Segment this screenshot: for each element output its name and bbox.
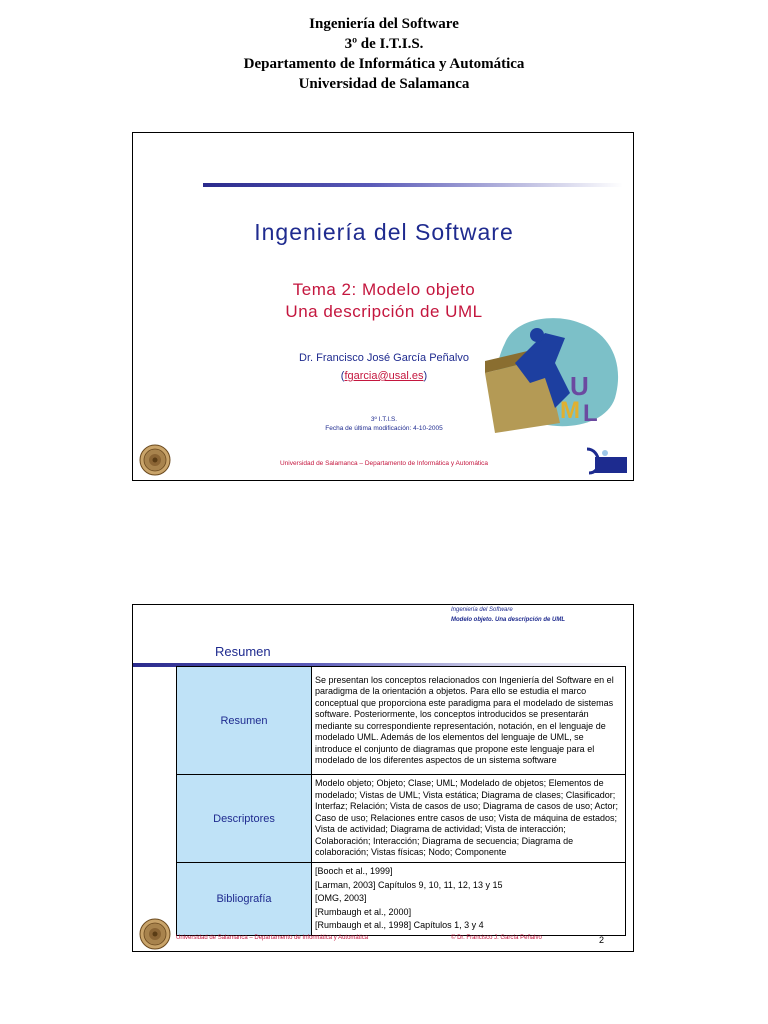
bibliography-item: [Booch et al., 1999] bbox=[315, 866, 393, 877]
header-line-4: Universidad de Salamanca bbox=[298, 76, 470, 92]
summary-slide bbox=[132, 604, 634, 952]
row-text: Se presentan los conceptos relacionados con Ingeniería del Software en el paradigma de la orientación a objetos. Para ello se estudia el marco conceptual que proporciona este paradigma para el modelado de sistemas software. Posteriormente, los conceptos introducidos se presentarán mediante su correspondiente representación, notación, en el lenguaje de modelado UML. Además de los elementos del lenguaje de UML, se introduce el conjunto de diagramas que propone este lenguaje para el modelado de los diferentes aspectos de un sistema software bbox=[312, 667, 626, 775]
modification-date: Fecha de última modificación: 4-10-2005 bbox=[325, 425, 443, 432]
title-slide bbox=[132, 132, 634, 481]
svg-text:U: U bbox=[570, 371, 589, 401]
slide-header-topic: Modelo objeto. Una descripción de UML bbox=[451, 617, 566, 623]
slide-subtitle-2: Una descripción de UML bbox=[285, 302, 483, 321]
row-label: Descriptores bbox=[177, 775, 312, 863]
course-label: 3º I.T.I.S. bbox=[370, 416, 398, 423]
bibliography-item: [Rumbaugh et al., 2000] bbox=[315, 906, 412, 917]
row-label: Resumen bbox=[177, 667, 312, 775]
university-seal-icon bbox=[139, 918, 171, 950]
slide-title: Resumen bbox=[215, 644, 271, 659]
university-seal-icon bbox=[139, 444, 171, 476]
slide-title: Ingeniería del Software bbox=[254, 219, 514, 245]
gradient-bar bbox=[203, 183, 623, 187]
slide-footer: Universidad de Salamanca – Departamento de Informática y Automática bbox=[176, 935, 369, 941]
header-line-1: Ingeniería del Software bbox=[309, 16, 459, 32]
slide-subtitle-1: Tema 2: Modelo objeto bbox=[292, 280, 476, 299]
slide-footer: Universidad de Salamanca – Departamento de Informática y Automática bbox=[279, 460, 489, 467]
email-close-paren: ) bbox=[423, 370, 428, 382]
svg-text:M: M bbox=[560, 397, 580, 424]
slide-header-course: Ingeniería del Software bbox=[451, 607, 513, 613]
row-label: Bibliografía bbox=[177, 863, 312, 936]
page-header bbox=[0, 14, 768, 94]
department-logo-icon bbox=[585, 445, 629, 477]
author-name: Dr. Francisco José García Peñalvo bbox=[299, 352, 469, 364]
header-line-3: Departamento de Informática y Automática bbox=[243, 56, 525, 72]
email-link[interactable]: fgarcia@usal.es bbox=[344, 370, 424, 382]
header-line-2: 3º de I.T.I.S. bbox=[344, 36, 424, 52]
row-text: Modelo objeto; Objeto; Clase; UML; Modelado de objetos; Elementos de modelado; Vistas de UML; Vista estática; Diagrama de clases; Clasificador; Interfaz; Relación; Vista de casos de uso; Diagrama de casos de uso; Actor; Caso de uso; Relaciones entre casos de uso; Vista de máquina de estados; Vista de actividad; Diagrama de actividad; Vista de interacción; Colaboración; Interacción; Diagrama de secuencia; Diagrama de colaboración; Vistas físicas; Nodo; Componente bbox=[312, 775, 626, 863]
page-number: 2 bbox=[599, 935, 605, 945]
table-row bbox=[177, 863, 626, 936]
svg-text:L: L bbox=[583, 400, 598, 427]
uml-figure-illustration bbox=[485, 313, 625, 433]
bibliography-item: [Rumbaugh et al., 1998] Capítulos 1, 3 y 4 bbox=[315, 920, 484, 931]
table-row bbox=[177, 667, 626, 775]
bibliography-item: [OMG, 2003] bbox=[315, 893, 367, 904]
bibliography-item: [Larman, 2003] Capítulos 9, 10, 11, 12, 13 y 15 bbox=[315, 879, 503, 890]
table-row bbox=[177, 775, 626, 863]
email-open-paren: ( bbox=[340, 370, 345, 382]
bibliography-list bbox=[312, 863, 626, 936]
copyright: © Dr. Francisco J. García Peñalvo bbox=[451, 935, 542, 941]
summary-table bbox=[176, 666, 626, 936]
